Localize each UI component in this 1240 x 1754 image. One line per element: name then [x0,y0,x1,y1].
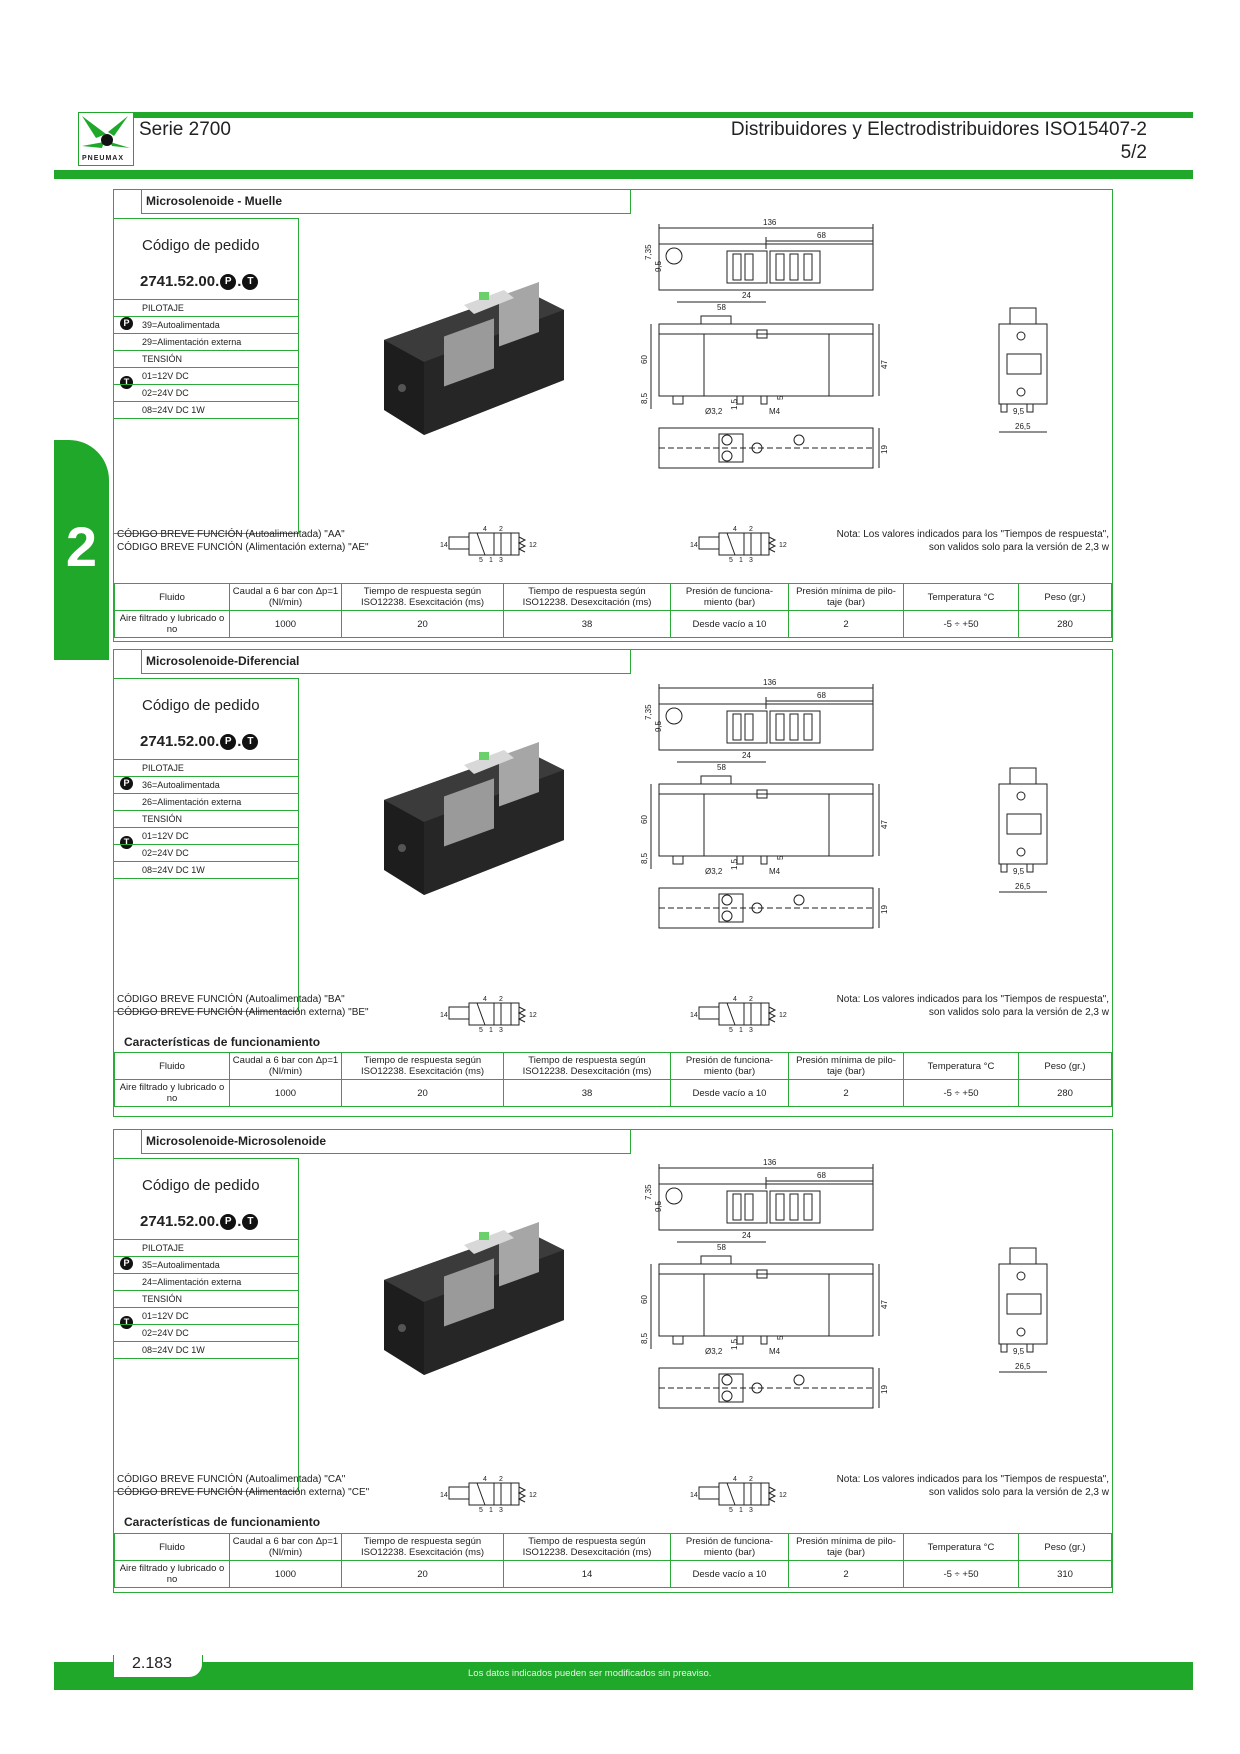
voltage-option: 08=24V DC 1W [114,861,298,879]
svg-text:14: 14 [440,542,448,549]
svg-text:5: 5 [729,557,733,563]
svg-text:2: 2 [499,526,503,533]
svg-text:7,35: 7,35 [644,704,653,720]
svg-text:5: 5 [479,1027,483,1033]
product-section [113,649,1113,1117]
valve-symbol-icon [689,993,799,1033]
svg-text:68: 68 [817,691,826,700]
pilot-label: PILOTAJE [114,759,298,776]
badge-t-icon: T [120,1316,133,1329]
svg-text:12: 12 [529,1012,537,1019]
svg-text:3: 3 [749,1027,753,1033]
voltage-label: TENSIÓN [114,810,298,827]
dimension-drawing [629,674,1109,954]
badge-p-icon: P [120,1257,133,1270]
svg-text:24: 24 [742,291,751,300]
svg-text:2: 2 [499,1476,503,1483]
svg-text:47: 47 [880,820,889,829]
voltage-option: T 01=12V DC [114,827,298,844]
section-title: Microsolenoide - Muelle [141,190,631,214]
svg-text:3: 3 [749,557,753,563]
section-title: Microsolenoide-Diferencial [141,650,631,674]
valve-photo [374,730,574,910]
header-bottom-line [54,170,1193,179]
svg-text:4: 4 [733,1476,737,1483]
svg-text:68: 68 [817,1171,826,1180]
valve-symbol-icon [439,993,549,1033]
svg-text:5: 5 [729,1507,733,1513]
order-code-label: Código de pedido [142,697,260,714]
svg-text:19: 19 [880,905,889,914]
voltage-option: T 01=12V DC [114,367,298,384]
table-header-row: Fluido Caudal a 6 bar con Δp=1 (Nl/min) Tiempo de respuesta según ISO12238. Esexcitación (ms) Tiempo de respuesta según ISO12238. Desexcitación (ms) Presión de funciona- miento (bar) Presión mínima de pilo- taje (bar) Temperatura °C Peso (gr.) [115,1534,1112,1561]
response-note: Nota: Los valores indicados para los "Tiempos de respuesta", son validos solo para la versión de 2,3 w [836,994,1109,1018]
svg-text:9,5: 9,5 [1013,867,1025,876]
svg-text:3: 3 [499,1027,503,1033]
svg-text:68: 68 [817,231,826,240]
pilot-option: P 36=Autoalimentada [114,776,298,793]
valve-symbol-icon [689,1473,799,1513]
svg-text:60: 60 [640,815,649,824]
brand-name: PNEUMAX [82,155,125,162]
pilot-option: 24=Alimentación externa [114,1273,298,1290]
valve-symbol-icon [689,523,799,563]
footer-disclaimer: Los datos indicados pueden ser modificados sin preaviso. [468,1668,712,1679]
svg-text:9,5: 9,5 [654,1200,663,1212]
table-row: Aire filtrado y lubricado o no 1000 20 38 Desde vacío a 10 2 -5 ÷ +50 280 [115,1080,1112,1107]
badge-t-icon: T [242,734,258,750]
svg-text:1,5: 1,5 [730,398,739,410]
svg-text:5: 5 [479,557,483,563]
svg-text:5: 5 [776,395,785,400]
function-code-2: CÓDIGO BREVE FUNCIÓN (Alimentación externa) "AE" [117,542,369,553]
svg-text:19: 19 [880,1385,889,1394]
pilot-option: P 35=Autoalimentada [114,1256,298,1273]
svg-text:1,5: 1,5 [730,858,739,870]
spec-table [114,1052,1112,1107]
badge-t-icon: T [242,274,258,290]
svg-text:26,5: 26,5 [1015,422,1031,431]
svg-text:14: 14 [690,1492,698,1499]
voltage-option: T 01=12V DC [114,1307,298,1324]
voltage-option: 08=24V DC 1W [114,401,298,419]
svg-text:1: 1 [489,1507,493,1513]
dimension-drawing [629,214,1109,494]
svg-text:8,5: 8,5 [640,852,649,864]
svg-text:136: 136 [763,678,777,687]
badge-t-icon: T [120,376,133,389]
svg-text:M4: M4 [769,1347,781,1356]
svg-text:26,5: 26,5 [1015,882,1031,891]
features-title: Características de funcionamiento [124,1515,321,1529]
svg-text:14: 14 [690,542,698,549]
svg-text:12: 12 [529,542,537,549]
side-tab [54,440,109,660]
table-header-row: Fluido Caudal a 6 bar con Δp=1 (Nl/min) Tiempo de respuesta según ISO12238. Esexcitación (ms) Tiempo de respuesta según ISO12238. Desexcitación (ms) Presión de funciona- miento (bar) Presión mínima de pilo- taje (bar) Temperatura °C Peso (gr.) [115,1053,1112,1080]
svg-text:3: 3 [499,557,503,563]
svg-text:60: 60 [640,355,649,364]
svg-text:60: 60 [640,1295,649,1304]
svg-text:8,5: 8,5 [640,1332,649,1344]
svg-text:7,35: 7,35 [644,244,653,260]
svg-text:1: 1 [739,557,743,563]
response-note: Nota: Los valores indicados para los "Tiempos de respuesta", son validos solo para la versión de 2,3 w [836,529,1109,553]
order-code: 2741.52.00. P . T [114,263,298,299]
svg-text:5: 5 [479,1507,483,1513]
pilot-option: 29=Alimentación externa [114,333,298,350]
svg-text:14: 14 [440,1012,448,1019]
svg-text:1: 1 [739,1027,743,1033]
pilot-option: P 39=Autoalimentada [114,316,298,333]
page-title: Distribuidores y Electrodistribuidores ISO15407-2 [730,119,1147,140]
svg-text:3: 3 [749,1507,753,1513]
svg-text:47: 47 [880,360,889,369]
svg-text:Ø3,2: Ø3,2 [705,867,723,876]
svg-text:58: 58 [717,763,726,772]
svg-text:4: 4 [733,996,737,1003]
pilot-label: PILOTAJE [114,1239,298,1256]
series-title: Serie 2700 [139,119,231,140]
response-note: Nota: Los valores indicados para los "Tiempos de respuesta", son validos solo para la versión de 2,3 w [836,1474,1109,1498]
product-section [113,189,1113,642]
badge-t-icon: T [242,1214,258,1230]
svg-text:24: 24 [742,751,751,760]
svg-text:M4: M4 [769,867,781,876]
order-code: 2741.52.00. P . T [114,1203,298,1239]
function-code-1: CÓDIGO BREVE FUNCIÓN (Autoalimentada) "CA" [117,1474,346,1485]
svg-text:12: 12 [779,1492,787,1499]
svg-text:4: 4 [733,526,737,533]
function-code-2: CÓDIGO BREVE FUNCIÓN (Alimentación externa) "BE" [117,1007,369,1018]
voltage-option: 08=24V DC 1W [114,1341,298,1359]
badge-p-icon: P [220,1214,236,1230]
svg-text:8,5: 8,5 [640,392,649,404]
svg-text:5: 5 [776,855,785,860]
order-code-box [114,218,299,534]
svg-text:9,5: 9,5 [654,720,663,732]
svg-text:9,5: 9,5 [1013,1347,1025,1356]
svg-text:3: 3 [499,1507,503,1513]
svg-text:2: 2 [749,1476,753,1483]
svg-text:5: 5 [729,1027,733,1033]
page-subtitle: 5/2 [1120,142,1147,163]
valve-photo [374,1210,574,1390]
order-code: 2741.52.00. P . T [114,723,298,759]
voltage-label: TENSIÓN [114,1290,298,1307]
svg-text:12: 12 [779,542,787,549]
svg-text:9,5: 9,5 [1013,407,1025,416]
features-title: Características de funcionamiento [124,1035,321,1049]
svg-text:M4: M4 [769,407,781,416]
svg-text:47: 47 [880,1300,889,1309]
svg-text:14: 14 [690,1012,698,1019]
svg-text:Ø3,2: Ø3,2 [705,407,723,416]
svg-text:19: 19 [880,445,889,454]
valve-symbol-icon [439,1473,549,1513]
order-code-box [114,1158,299,1492]
table-row: Aire filtrado y lubricado o no 1000 20 14 Desde vacío a 10 2 -5 ÷ +50 310 [115,1561,1112,1588]
svg-text:2: 2 [749,526,753,533]
pilot-label: PILOTAJE [114,299,298,316]
section-title: Microsolenoide-Microsolenoide [141,1130,631,1154]
svg-text:9,5: 9,5 [654,260,663,272]
svg-text:7,35: 7,35 [644,1184,653,1200]
table-row: Aire filtrado y lubricado o no 1000 20 38 Desde vacío a 10 2 -5 ÷ +50 280 [115,611,1112,638]
valve-symbol-icon [439,523,549,563]
function-code-2: CÓDIGO BREVE FUNCIÓN (Alimentación externa) "CE" [117,1487,370,1498]
header-top-line [78,112,1193,118]
voltage-option: 02=24V DC [114,844,298,861]
order-code-box [114,678,299,1012]
svg-text:136: 136 [763,218,777,227]
svg-text:26,5: 26,5 [1015,1362,1031,1371]
pilot-option: 26=Alimentación externa [114,793,298,810]
page-number: 2.183 [132,1655,173,1672]
voltage-label: TENSIÓN [114,350,298,367]
svg-text:12: 12 [529,1492,537,1499]
svg-text:1,5: 1,5 [730,1338,739,1350]
svg-text:14: 14 [440,1492,448,1499]
brand-logo [78,112,134,166]
function-code-1: CÓDIGO BREVE FUNCIÓN (Autoalimentada) "BA" [117,994,345,1005]
spec-table [114,1533,1112,1588]
dimension-drawing [629,1154,1109,1434]
svg-text:136: 136 [763,1158,777,1167]
badge-p-icon: P [120,317,133,330]
table-header-row: Fluido Caudal a 6 bar con Δp=1 (Nl/min) Tiempo de respuesta según ISO12238. Esexcitación (ms) Tiempo de respuesta según ISO12238. Desexcitación (ms) Presión de funciona- miento (bar) Presión mínima de pilo- taje (bar) Temperatura °C Peso (gr.) [115,584,1112,611]
badge-p-icon: P [220,274,236,290]
svg-text:5: 5 [776,1335,785,1340]
svg-text:12: 12 [779,1012,787,1019]
badge-p-icon: P [220,734,236,750]
function-code-1: CÓDIGO BREVE FUNCIÓN (Autoalimentada) "AA" [117,529,345,540]
spec-table [114,583,1112,638]
voltage-option: 02=24V DC [114,384,298,401]
side-tab-number: 2 [65,515,98,578]
svg-text:24: 24 [742,1231,751,1240]
order-code-label: Código de pedido [142,237,260,254]
svg-text:4: 4 [483,996,487,1003]
svg-text:1: 1 [489,1027,493,1033]
svg-text:2: 2 [499,996,503,1003]
badge-t-icon: T [120,836,133,849]
svg-text:2: 2 [749,996,753,1003]
svg-text:58: 58 [717,1243,726,1252]
valve-photo [374,270,574,450]
svg-text:4: 4 [483,526,487,533]
order-code-label: Código de pedido [142,1177,260,1194]
svg-text:4: 4 [483,1476,487,1483]
svg-text:1: 1 [739,1507,743,1513]
svg-text:58: 58 [717,303,726,312]
voltage-option: 02=24V DC [114,1324,298,1341]
badge-p-icon: P [120,777,133,790]
product-section [113,1129,1113,1593]
svg-text:Ø3,2: Ø3,2 [705,1347,723,1356]
svg-text:1: 1 [489,557,493,563]
